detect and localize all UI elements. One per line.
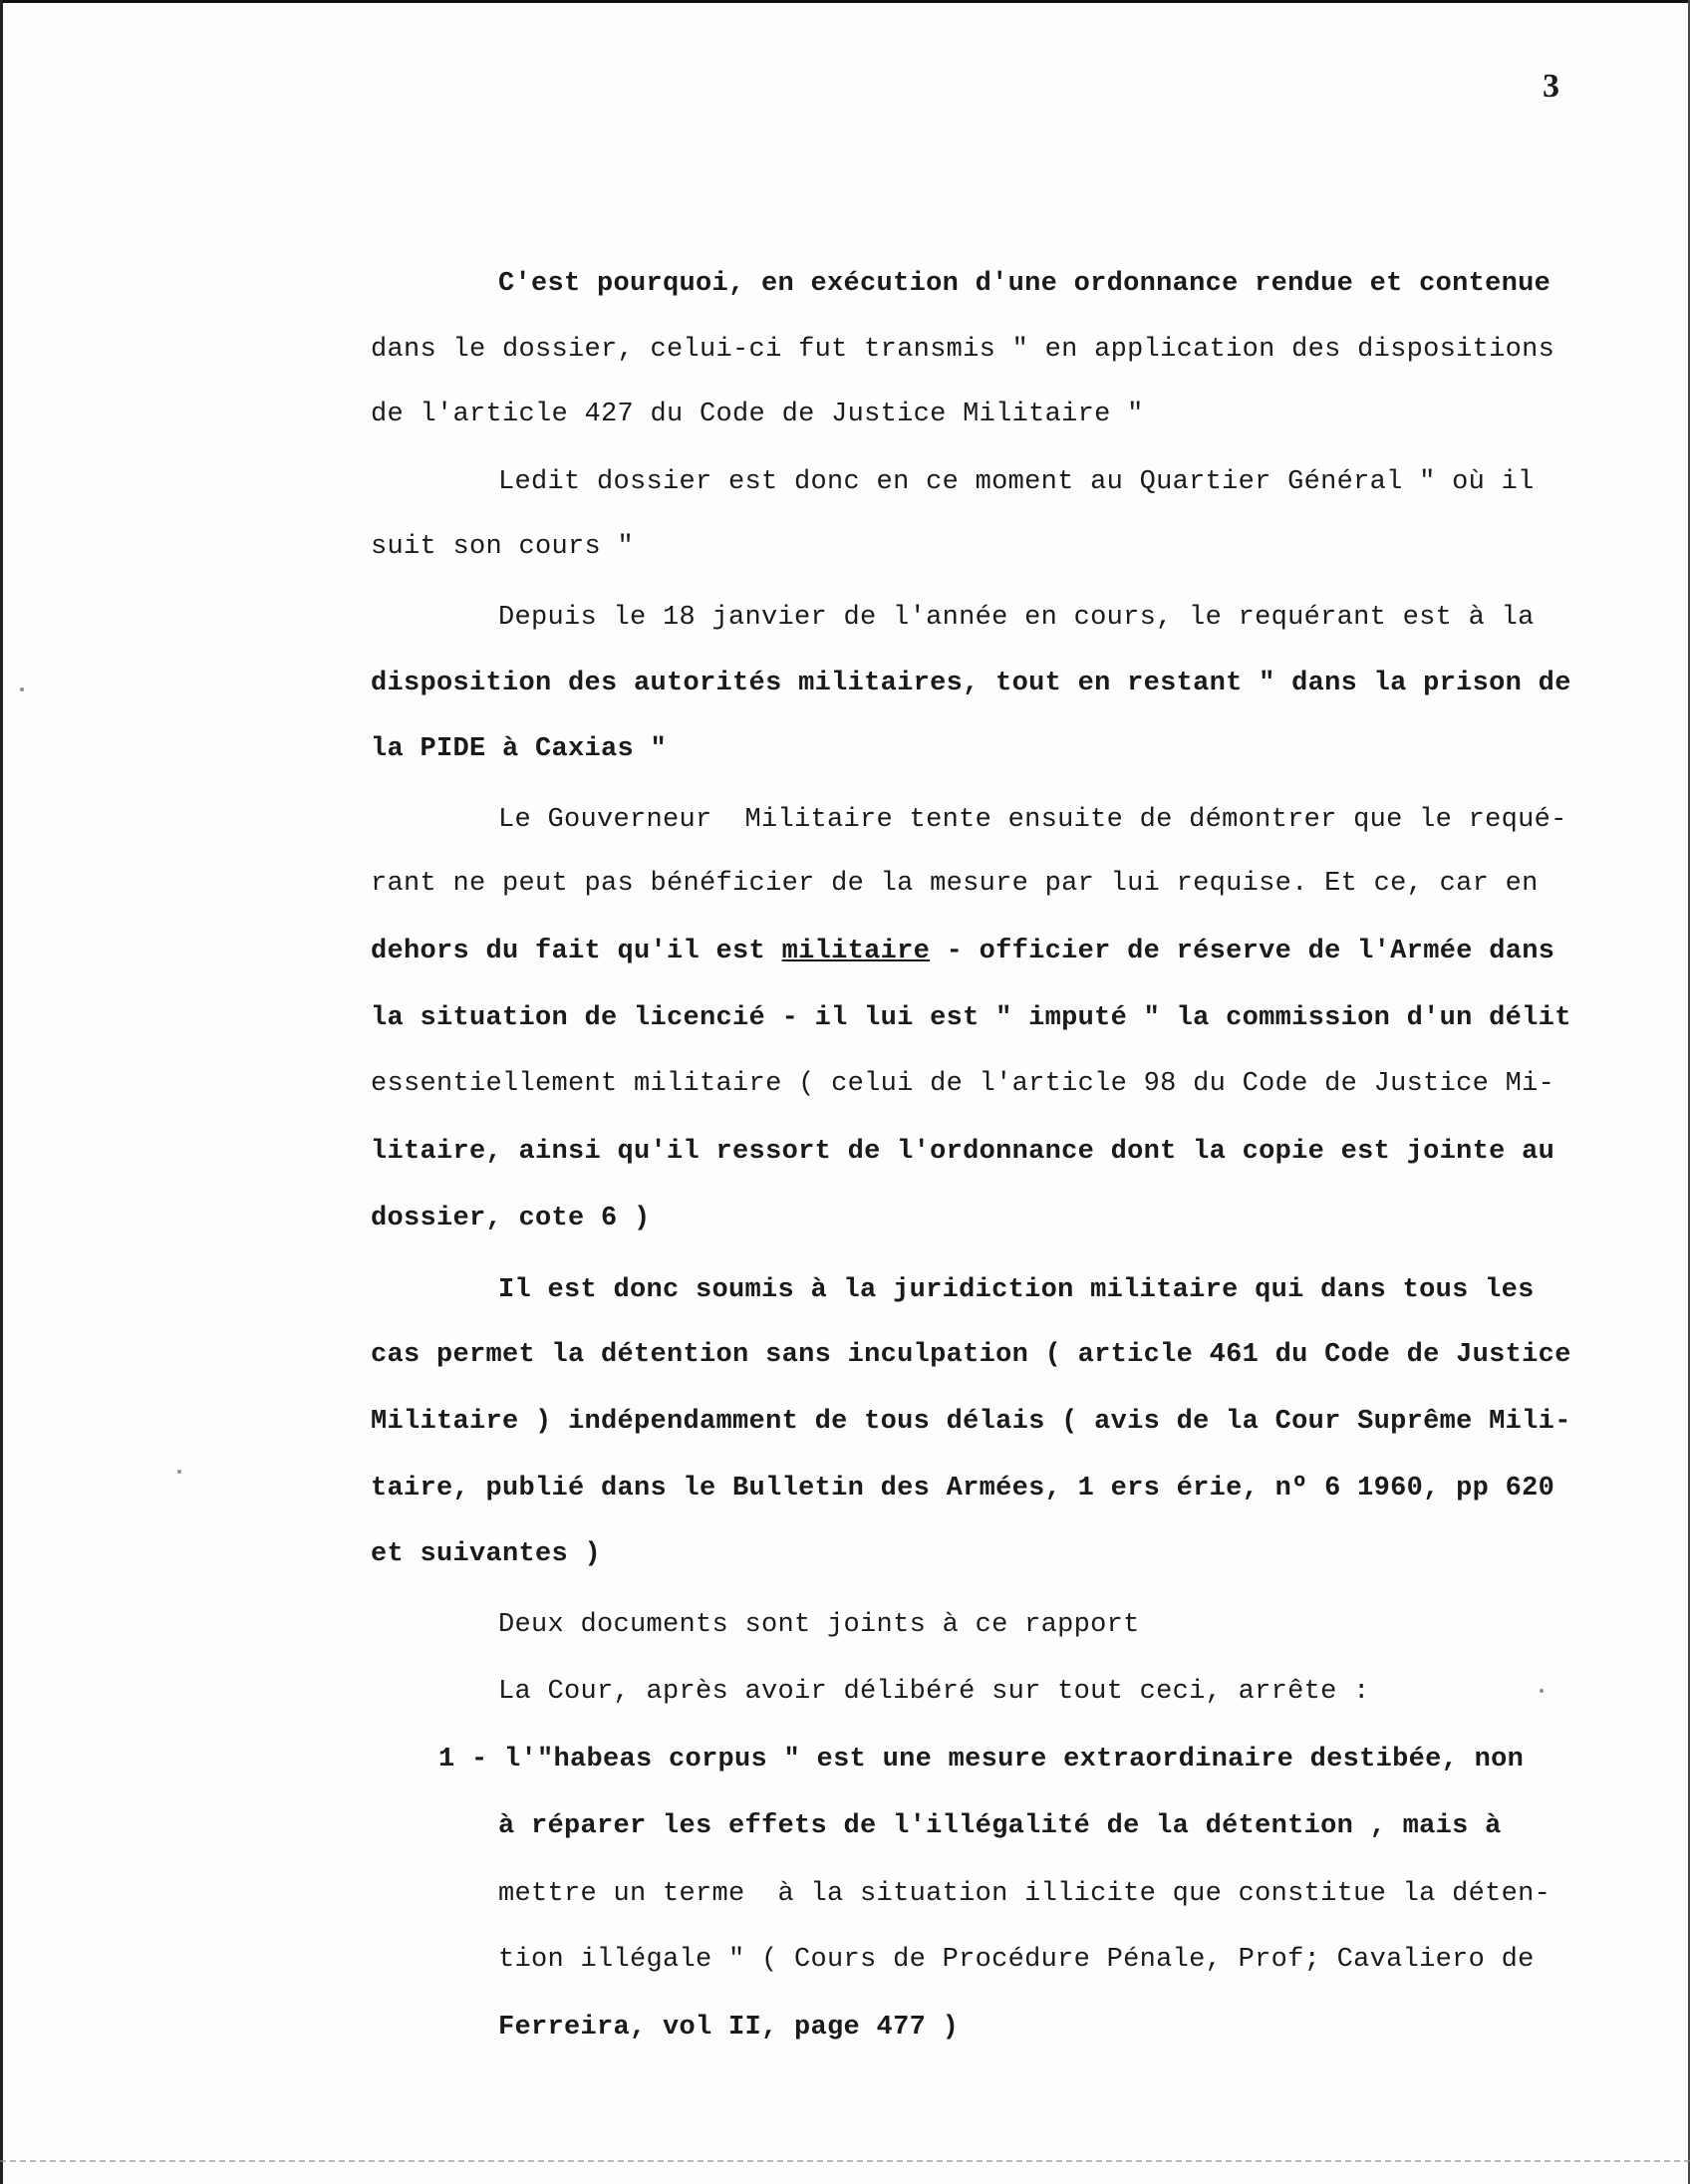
text-line: Le Gouverneur Militaire tente ensuite de démontrer que le requé- [498, 805, 1567, 835]
text-line: essentiellement militaire ( celui de l'article 98 du Code de Justice Mi- [371, 1069, 1555, 1099]
text-line: Deux documents sont joints à ce rapport [498, 1610, 1140, 1640]
text-line: rant ne peut pas bénéficier de la mesure par lui requise. Et ce, car en [371, 869, 1539, 899]
text-line: la PIDE à Caxias " [371, 734, 668, 764]
scan-edge-top [0, 0, 1690, 3]
text-line: dossier, cote 6 ) [371, 1204, 651, 1233]
text-segment: dehors du fait qu'il est [371, 937, 782, 966]
numbered-item-line: 1 - l'"habeas corpus " est une mesure extraordinaire destibée, non [438, 1745, 1525, 1774]
text-line [371, 937, 1554, 966]
text-line: Il est donc soumis à la juridiction militaire qui dans tous les [498, 1275, 1535, 1305]
scan-edge-bottom [0, 2160, 1690, 2162]
text-line: de l'article 427 du Code de Justice Militaire " [371, 400, 1144, 429]
text-line: et suivantes ) [371, 1539, 602, 1569]
text-line: taire, publié dans le Bulletin des Armées, 1 ers érie, nº 6 1960, pp 620 [371, 1474, 1555, 1503]
numbered-item-line: Ferreira, vol II, page 477 ) [498, 2013, 960, 2043]
page-number: 3 [1543, 68, 1559, 105]
text-segment: - officier de réserve de l'Armée dans [930, 937, 1555, 966]
numbered-item-line: tion illégale " ( Cours de Procédure Pénale, Prof; Cavaliero de [498, 1945, 1535, 1975]
scan-speck [177, 1470, 181, 1474]
scan-edge-left [0, 0, 3, 2184]
text-line: La Cour, après avoir délibéré sur tout ceci, arrête : [498, 1677, 1370, 1707]
text-line: Militaire ) indépendamment de tous délais ( avis de la Cour Suprême Mili- [371, 1407, 1571, 1437]
text-line: la situation de licencié - il lui est " imputé " la commission d'un délit [371, 1003, 1571, 1033]
scan-speck [1540, 1689, 1544, 1693]
text-line: disposition des autorités militaires, tout en restant " dans la prison de [371, 669, 1571, 698]
text-line: Ledit dossier est donc en ce moment au Quartier Général " où il [498, 467, 1535, 497]
scan-speck [20, 687, 24, 691]
text-line: dans le dossier, celui-ci fut transmis " en application des dispositions [371, 335, 1555, 365]
text-line: suit son cours " [371, 532, 635, 562]
text-line: litaire, ainsi qu'il ressort de l'ordonnance dont la copie est jointe au [371, 1137, 1555, 1167]
text-line: C'est pourquoi, en exécution d'une ordonnance rendue et contenue [498, 269, 1551, 299]
numbered-item-line: mettre un terme à la situation illicite que constitue la déten- [498, 1879, 1551, 1909]
text-line: cas permet la détention sans inculpation ( article 461 du Code de Justice [371, 1340, 1571, 1370]
underlined-word: militaire [781, 937, 931, 966]
numbered-item-line: à réparer les effets de l'illégalité de la détention , mais à [498, 1811, 1502, 1841]
text-line: Depuis le 18 janvier de l'année en cours, le requérant est à la [498, 603, 1535, 633]
